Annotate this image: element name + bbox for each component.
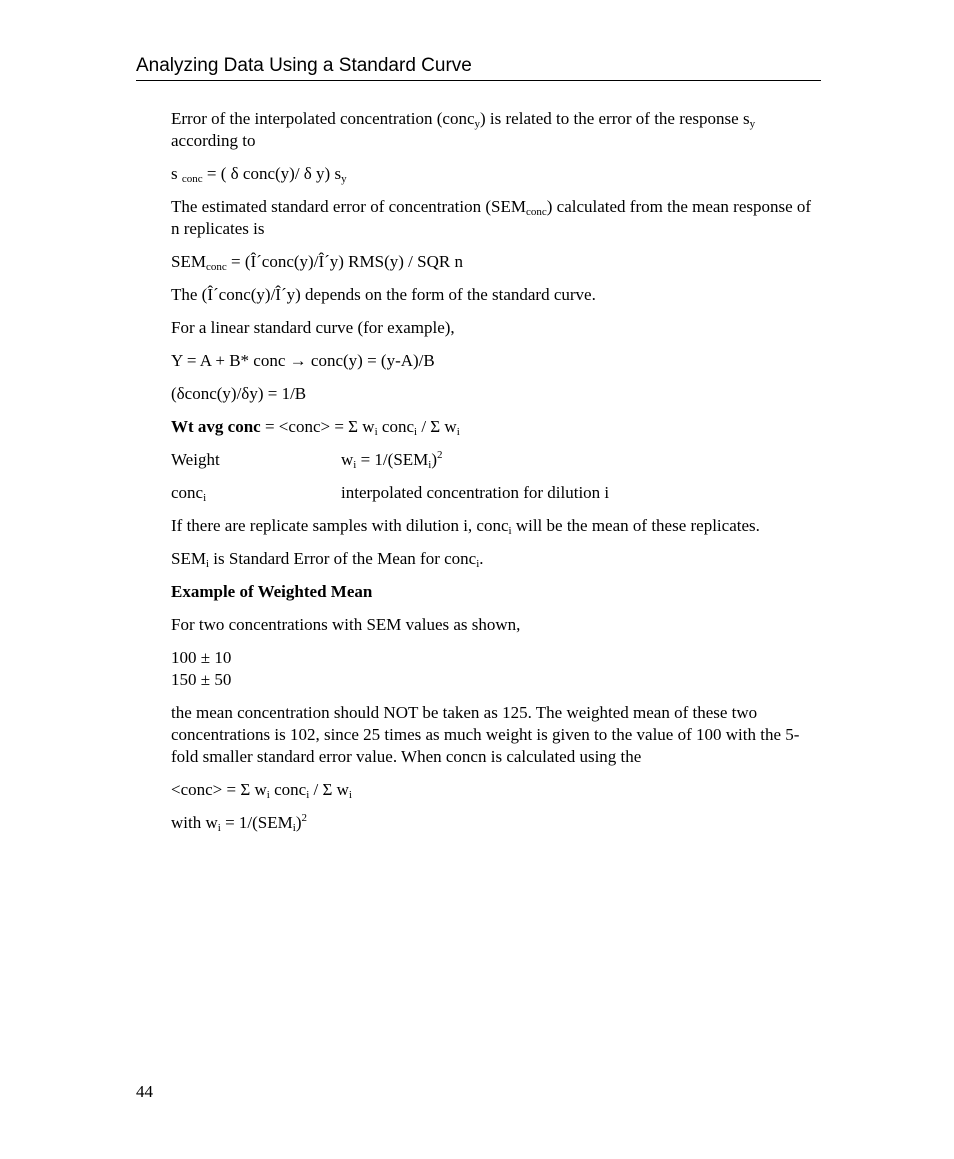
paragraph-sem-definition: $SEM_i$ is Standard Error of the Mean for conc$_i$. xyxy=(171,549,484,570)
definition-conc: conc$_i$ interpolated concentration for dilution i xyxy=(171,483,610,504)
paragraph-weighted-mean-explanation: the mean concentration should NOT be taken as 125. The weighted mean of these two concentrations is 102, since 25 times as much weight is given to the value of 100 with the 5-fold smaller standard error value. When concn is calculated using the xyxy=(171,703,800,766)
paragraph-replicates: If there are replicate samples with dilution i, conc$_i$ will be the mean of these replicates. xyxy=(171,516,760,537)
page-number: 44 xyxy=(136,1082,153,1101)
paragraph-error-interpolation: Error of the interpolated concentration (conc$_y$) is related to the error of the response $s_y$ according to xyxy=(171,109,756,150)
equation-sem-conc: $SEM_{conc}$ = (Î´conc(y)/Î´y) RMS(y) / SQR n xyxy=(171,252,463,273)
equation-conc-weighted: <conc> = Σ $w_i$ conc$_i$ / Σ $w_i$ xyxy=(171,780,352,801)
value-item: 100 ± 10 xyxy=(171,648,232,667)
value-list xyxy=(171,647,821,691)
equation-s-conc: s $_{conc}$ = ( δ conc(y)/ δ y) $s_y$ xyxy=(171,164,347,185)
equation-linear: Y = A + B* conc → conc(y) = (y-A)/B xyxy=(171,351,435,370)
paragraph-two-concentrations: For two concentrations with SEM values as shown, xyxy=(171,615,521,634)
page-header: Analyzing Data Using a Standard Curve xyxy=(136,54,821,81)
paragraph-sem-conc: The estimated standard error of concentration $(SEM_{conc})$ calculated from the mean response of n replicates is xyxy=(171,197,812,238)
equation-derivative: (δconc(y)/δy) = 1/B xyxy=(171,384,307,403)
paragraph-linear-curve: For a linear standard curve (for example), xyxy=(171,318,455,337)
value-item: 150 ± 50 xyxy=(171,670,232,689)
paragraph-curve-form: The (Î´conc(y)/Î´y) depends on the form of the standard curve. xyxy=(171,285,596,304)
section-heading: Example of Weighted Mean xyxy=(171,582,373,601)
definition-weight: Weight $w_i = 1/(SEM_i)^2$ xyxy=(171,449,443,471)
document-body xyxy=(171,108,821,845)
equation-weighted-average: Wt avg conc = <conc> = Σ $w_i$ conc$_i$ / Σ $w_i$ xyxy=(171,417,460,438)
equation-with-weight: with $w_i = 1/(SEM_i)^2$ xyxy=(171,812,307,834)
